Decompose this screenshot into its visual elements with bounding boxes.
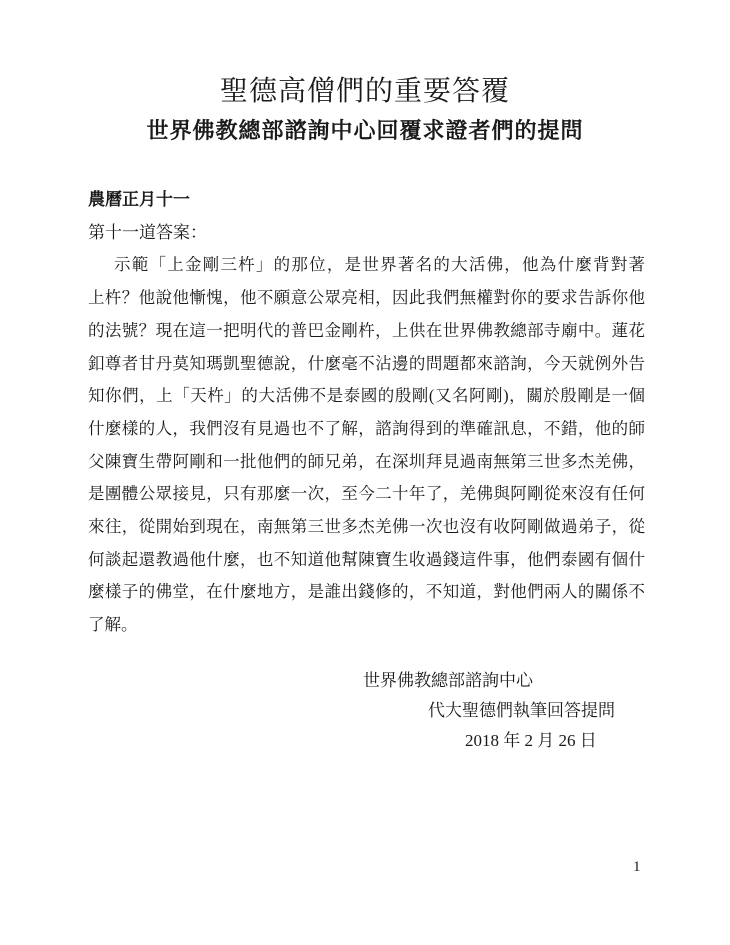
body-line: 來往，從開始到現在，南無第三世多杰羌佛一次也沒有收阿剛做過弟子，從 <box>88 517 645 537</box>
signature-date: 2018 年 2 月 26 日 <box>465 731 597 750</box>
body-line: 麼樣子的佛堂，在什麼地方，是誰出錢修的，不知道，對他們兩人的關係不 <box>88 582 645 602</box>
signature-org: 世界佛教總部諮詢中心 <box>363 671 533 690</box>
body-line: 知你們，上「天杵」的大活佛不是泰國的殷剛(又名阿剛)，關於殷剛是一個 <box>88 386 645 406</box>
body-line: 釦尊者甘丹莫知瑪凱聖德說，什麼毫不沾邊的問題都來諮詢，今天就例外告 <box>88 353 645 373</box>
page-title: 聖德高僧們的重要答覆 <box>219 76 510 107</box>
body-line: 示範「上金剛三杵」的那位，是世界著名的大活佛，他為什麼背對著 <box>114 255 645 275</box>
lunar-date-heading: 農曆正月十一 <box>88 190 190 209</box>
body-line: 父陳寶生帶阿剛和一批他們的師兄弟，在深圳拜見過南無第三世多杰羌佛， <box>88 451 645 471</box>
body-line: 上杵？他說他慚愧，他不願意公眾亮相，因此我們無權對你的要求告訴你他 <box>88 288 645 308</box>
answer-heading: 第十一道答案： <box>88 222 207 242</box>
body-line: 了解。 <box>88 615 138 635</box>
body-line: 的法號？現在這一把明代的普巴金剛杵，上供在世界佛教總部寺廟中。蓮花 <box>88 320 645 340</box>
signature-byline: 代大聖德們執筆回答提問 <box>428 701 615 720</box>
page-number: 1 <box>633 859 641 875</box>
body-line: 是團體公眾接見，只有那麼一次，至今二十年了，羌佛與阿剛從來沒有任何 <box>88 484 645 504</box>
document-body <box>88 184 645 642</box>
page-subtitle: 世界佛教總部諮詢中心回覆求證者們的提問 <box>146 118 584 143</box>
body-line: 什麼樣的人，我們沒有見過也不了解，諮詢得到的準確訊息，不錯，他的師 <box>88 418 645 438</box>
body-paragraph <box>88 249 645 641</box>
body-line: 何談起還教過他什麼，也不知道他幫陳寶生收過錢這件事，他們泰國有個什 <box>88 549 645 569</box>
